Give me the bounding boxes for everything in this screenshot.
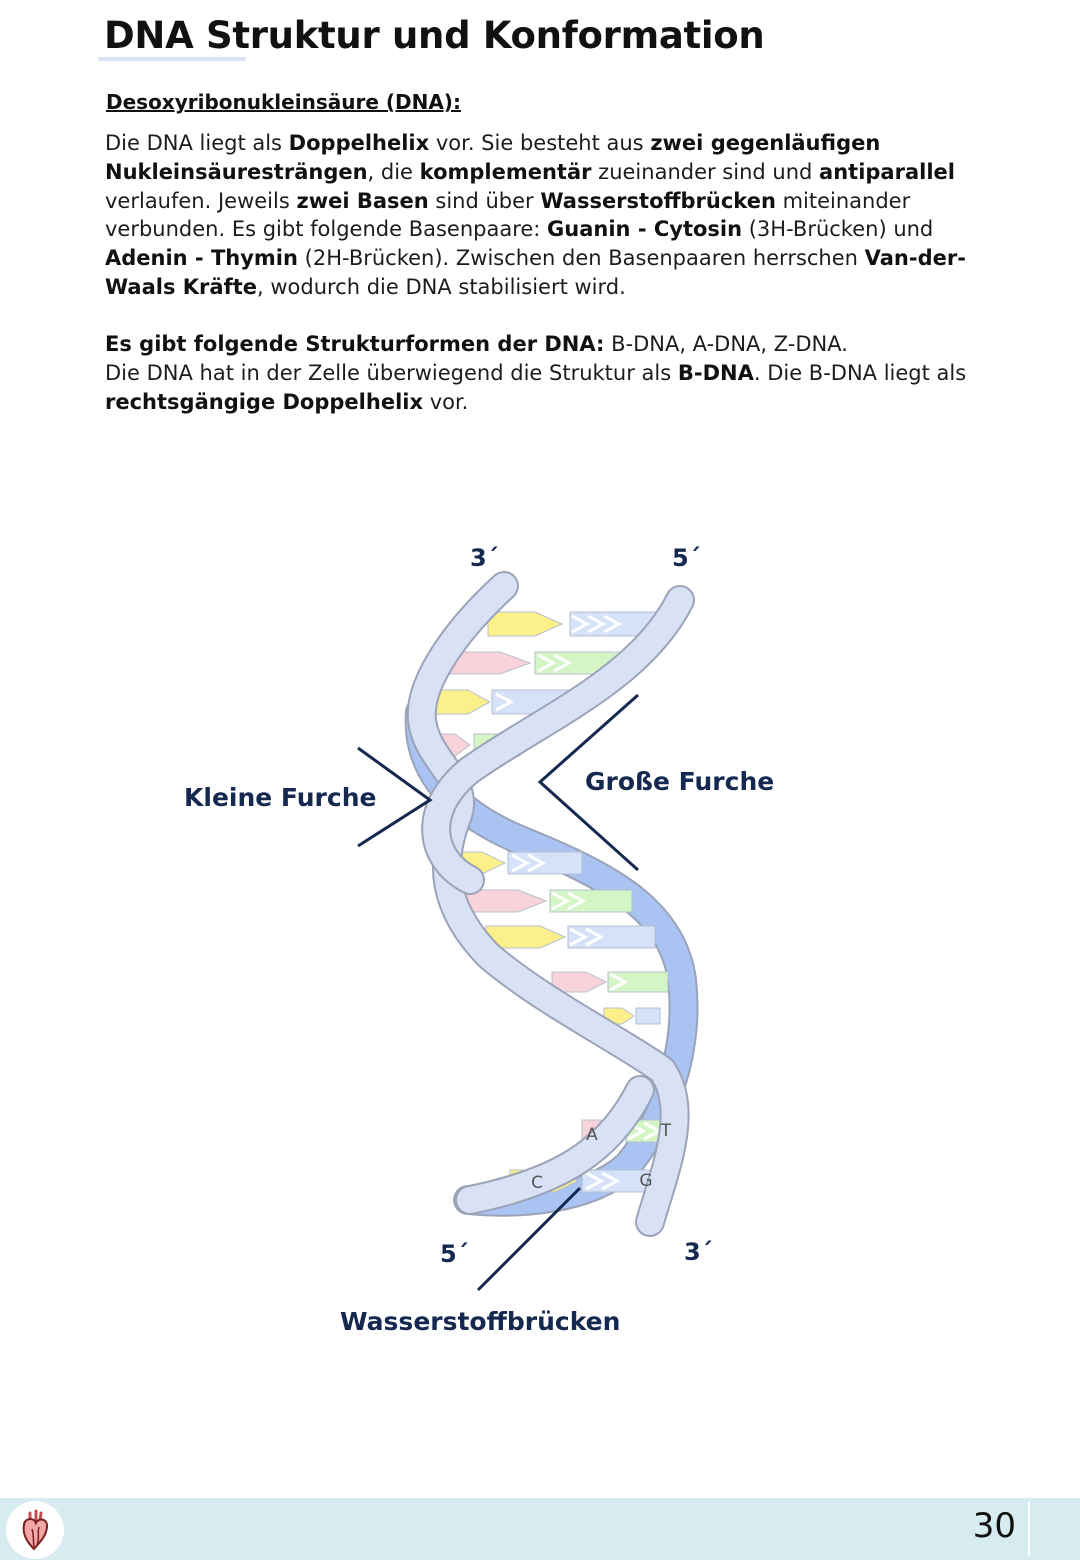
base-label-c: C [531,1173,543,1193]
end-label-bottom-right: 3´ [684,1238,713,1266]
end-label-bottom-left: 5´ [440,1240,469,1268]
dna-structure-forms-paragraph: Es gibt folgende Strukturformen der DNA: B-DNA, A-DNA, Z-DNA. Die DNA hat in der Zelle überwiegend die Struktur als B-DNA. Die B-DNA liegt als rechtsgängige Doppelhelix vor. [105,332,967,414]
dna-double-helix-diagram [0,520,1080,1360]
anatomical-heart-icon [6,1501,64,1559]
dna-description-paragraph: Die DNA liegt als Doppelhelix vor. Sie besteht aus zwei gegenläufigen Nukleinsäuresträngen, die komplementär zueinander sind und antiparallel verlaufen. Jeweils zwei Basen sind über Wasserstoffbrücken miteinander verbunden. Es gibt folgende Basenpaare: Guanin - Cytosin (3H-Brücken) und Adenin - Thymin (2H-Brücken). Zwischen den Basenpaaren herrschen Van-der-Waals Kräfte, wodurch die DNA stabilisiert wird. [105,131,966,299]
footer-divider [1028,1502,1030,1556]
title-underline [98,57,246,61]
end-label-top-right: 5´ [672,544,701,572]
hydrogen-bonds-label: Wasserstoffbrücken [340,1307,621,1336]
minor-groove-label: Kleine Furche [184,783,377,812]
base-label-t: T [660,1121,672,1141]
page-number: 30 [972,1506,1016,1546]
major-groove-label: Große Furche [585,767,775,796]
base-label-a: A [586,1125,598,1145]
page-footer [0,1498,1080,1560]
end-label-top-left: 3´ [470,544,499,572]
base-label-g: G [639,1171,653,1191]
page-title: DNA Struktur und Konformation [104,14,765,57]
section-heading: Desoxyribonukleinsäure (DNA): [106,90,461,114]
